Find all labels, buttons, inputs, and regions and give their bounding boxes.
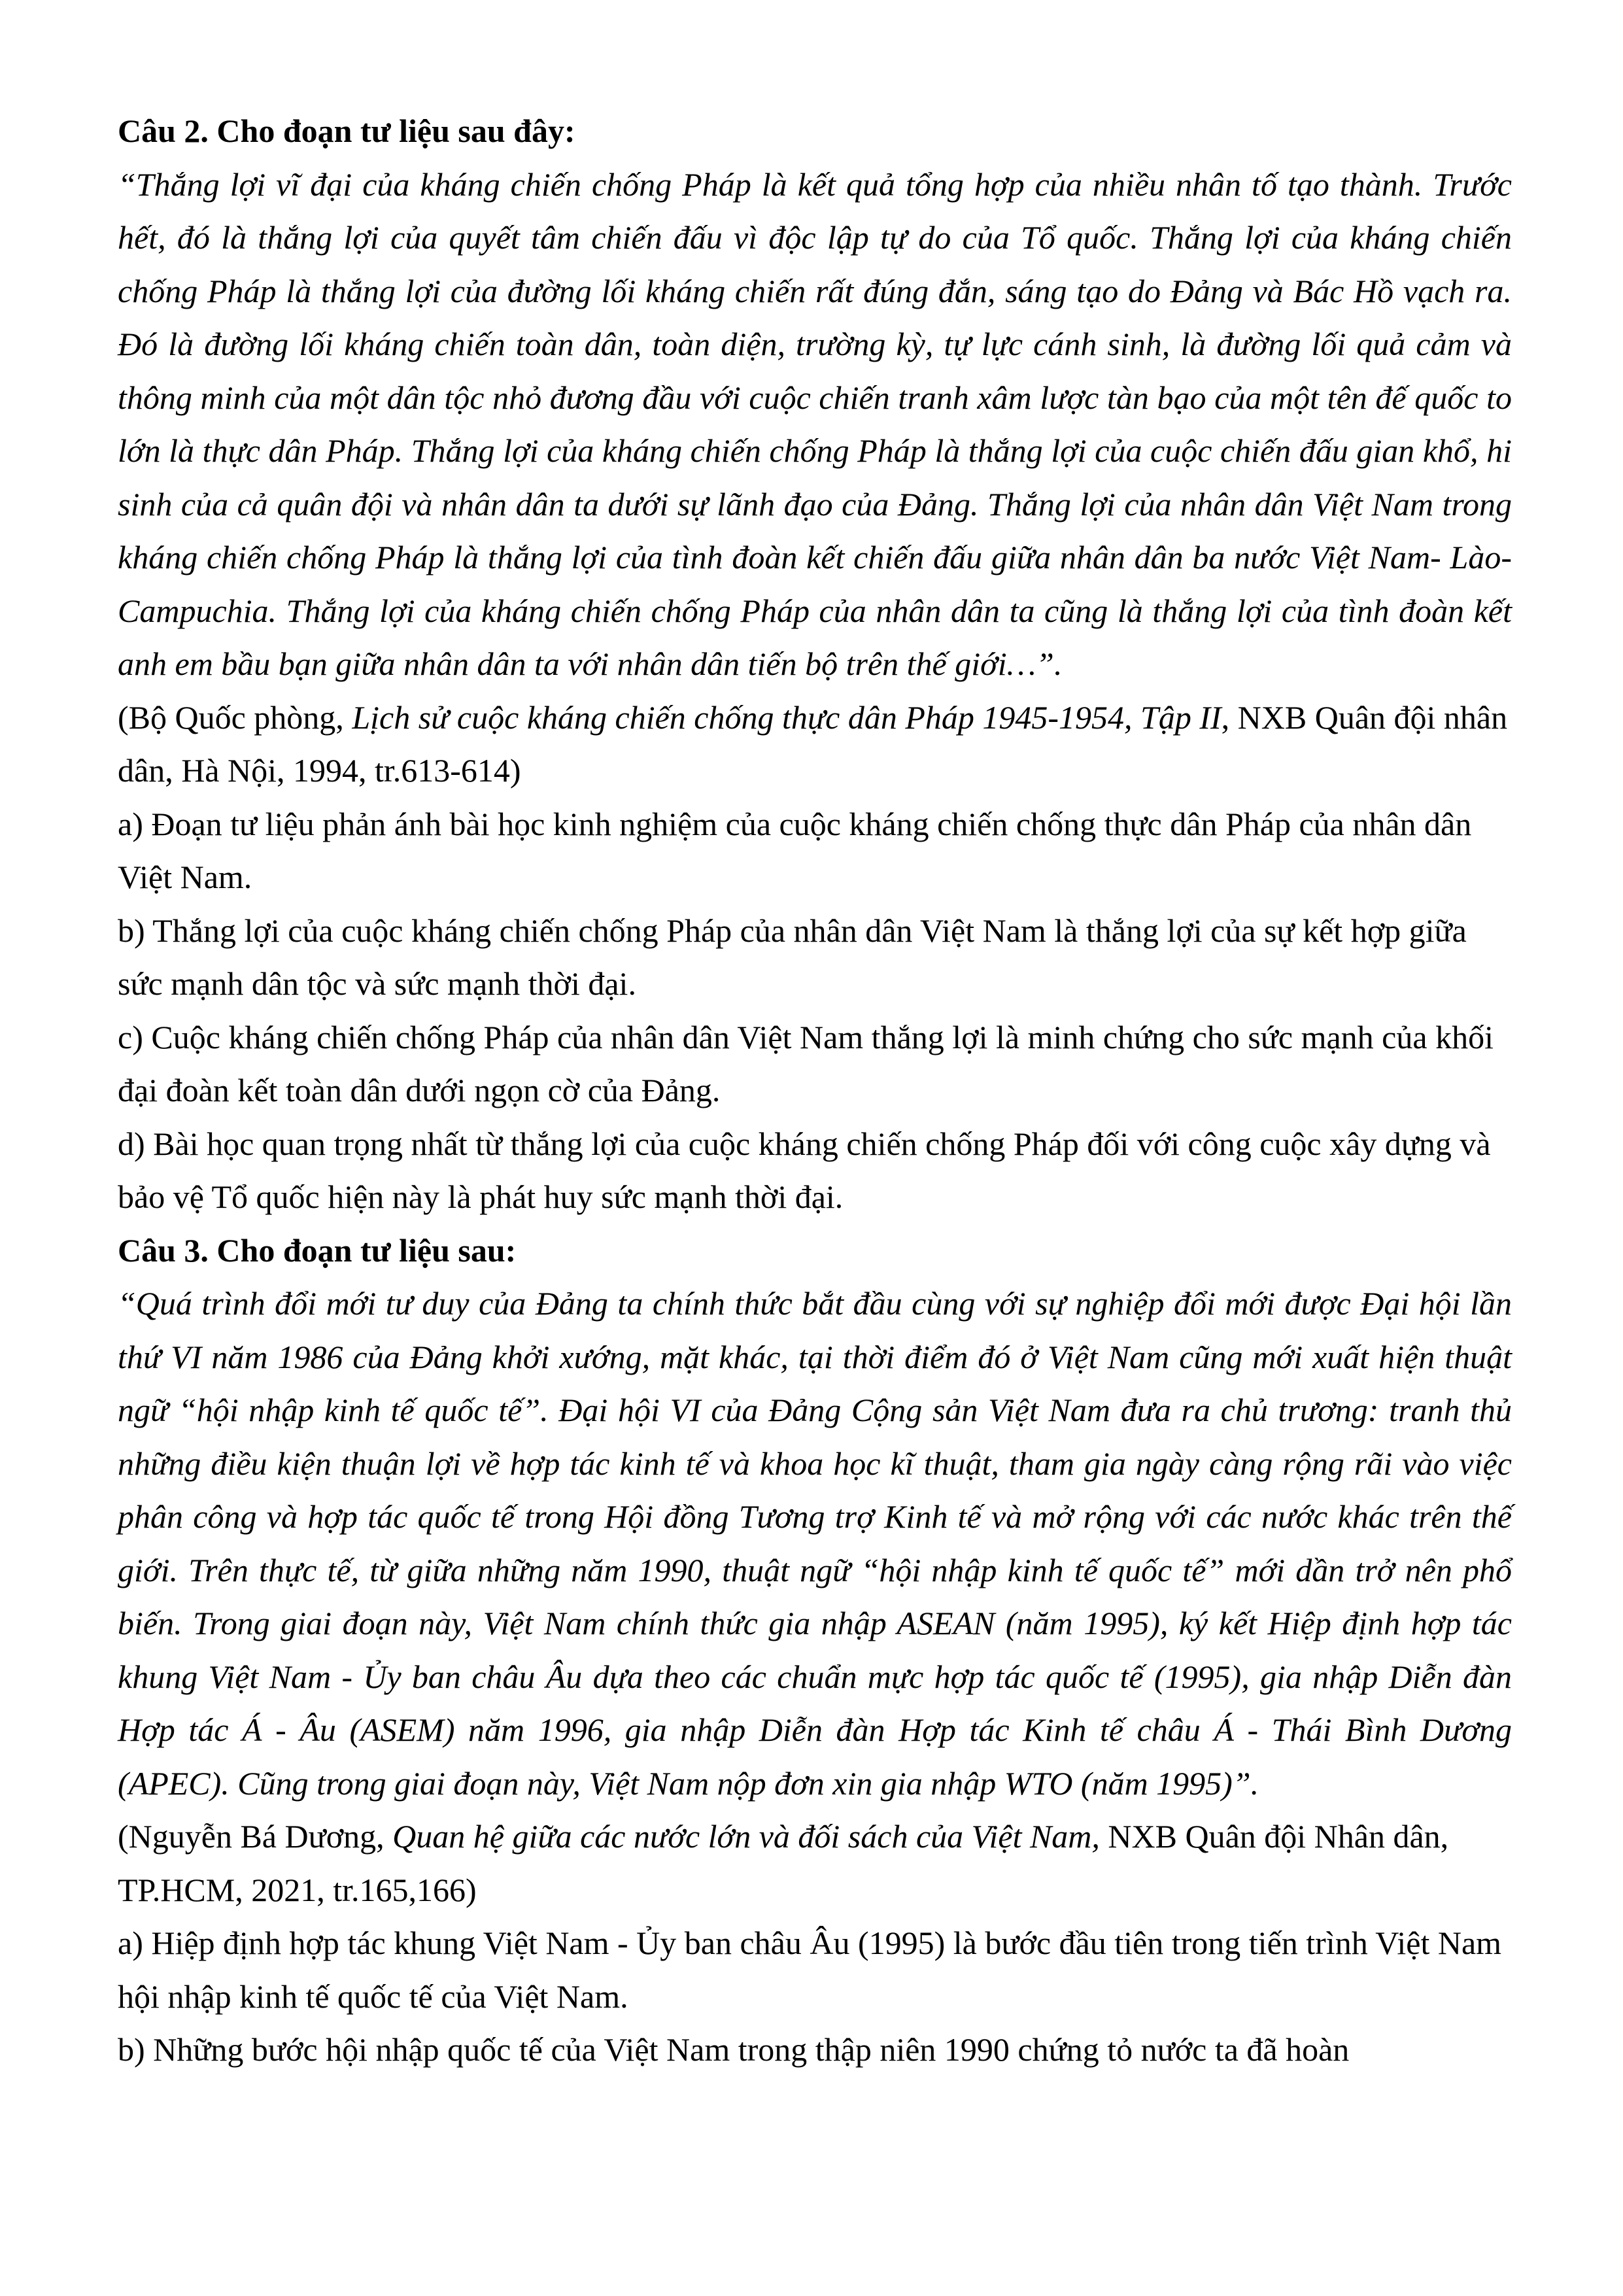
question-2: [118, 105, 1512, 1224]
question-2-citation: [118, 691, 1512, 798]
citation-author: (Bộ Quốc phòng,: [118, 698, 352, 736]
question-2-option-d: d) Bài học quan trọng nhất từ thắng lợi của cuộc kháng chiến chống Pháp đối với công cuộc xây dựng và bảo vệ Tổ quốc hiện này là phát huy sức mạnh thời đại.: [118, 1125, 1491, 1215]
question-3-option-a: a) Hiệp định hợp tác khung Việt Nam - Ủy ban châu Âu (1995) là bước đầu tiên trong tiến trình Việt Nam hội nhập kinh tế quốc tế của Việt Nam.: [118, 1925, 1502, 2015]
question-3-quote: “Quá trình đổi mới tư duy của Đảng ta chính thức bắt đầu cùng với sự nghiệp đổi mới được Đại hội lần thứ VI năm 1986 của Đảng khởi xướng, mặt khác, tại thời điểm đó ở Việt Nam cũng mới xuất hiện thuật ngữ “hội nhập kinh tế quốc tế”. Đại hội VI của Đảng Cộng sản Việt Nam đưa ra chủ trương: tranh thủ những điều kiện thuận lợi về hợp tác kinh tế và khoa học kĩ thuật, tham gia ngày càng rộng rãi vào việc phân công và hợp tác quốc tế trong Hội đồng Tương trợ Kinh tế và mở rộng với các nước khác trên thế giới. Trên thực tế, từ giữa những năm 1990, thuật ngữ “hội nhập kinh tế quốc tế” mới dần trở nên phổ biến. Trong giai đoạn này, Việt Nam chính thức gia nhập ASEAN (năm 1995), ký kết Hiệp định hợp tác khung Việt Nam - Ủy ban châu Âu dựa theo các chuẩn mực hợp tác quốc tế (1995), gia nhập Diễn đàn Hợp tác Á - Âu (ASEM) năm 1996, gia nhập Diễn đàn Hợp tác Kinh tế châu Á - Thái Bình Dương (APEC). Cũng trong giai đoạn này, Việt Nam nộp đơn xin gia nhập WTO (năm 1995)”.: [118, 1285, 1512, 1802]
question-2-option-a: a) Đoạn tư liệu phản ánh bài học kinh nghiệm của cuộc kháng chiến chống thực dân Pháp của nhân dân Việt Nam.: [118, 805, 1472, 895]
citation-title: Quan hệ giữa các nước lớn và đối sách của Việt Nam,: [392, 1818, 1100, 1855]
citation-publisher: , NXB Quân đội nhân dân, Hà Nội, 1994, tr.613-614): [118, 698, 1508, 789]
question-2-option-b: b) Thắng lợi của cuộc kháng chiến chống Pháp của nhân dân Việt Nam là thắng lợi của sự kết hợp giữa sức mạnh dân tộc và sức mạnh thời đại.: [118, 912, 1467, 1002]
question-2-heading: Câu 2. Cho đoạn tư liệu sau đây:: [118, 112, 575, 149]
question-3: [118, 1224, 1512, 2077]
document-page: [118, 105, 1512, 2077]
question-3-option-b: b) Những bước hội nhập quốc tế của Việt Nam trong thập niên 1990 chứng tỏ nước ta đã hoàn: [118, 2031, 1350, 2068]
question-2-option-c: c) Cuộc kháng chiến chống Pháp của nhân dân Việt Nam thắng lợi là minh chứng cho sức mạnh của khối đại đoàn kết toàn dân dưới ngọn cờ của Đảng.: [118, 1018, 1494, 1108]
citation-author: (Nguyễn Bá Dương,: [118, 1818, 393, 1855]
question-2-quote: “Thắng lợi vĩ đại của kháng chiến chống Pháp là kết quả tổng hợp của nhiều nhân tố tạo thành. Trước hết, đó là thắng lợi của quyết tâm chiến đấu vì độc lập tự do của Tổ quốc. Thắng lợi của kháng chiến chống Pháp là thắng lợi của đường lối kháng chiến rất đúng đắn, sáng tạo do Đảng và Bác Hồ vạch ra. Đó là đường lối kháng chiến toàn dân, toàn diện, trường kỳ, tự lực cánh sinh, là đường lối quả cảm và thông minh của một dân tộc nhỏ đương đầu với cuộc chiến tranh xâm lược tàn bạo của một tên đế quốc to lớn là thực dân Pháp. Thắng lợi của kháng chiến chống Pháp là thắng lợi của cuộc chiến đấu gian khổ, hi sinh của cả quân đội và nhân dân ta dưới sự lãnh đạo của Đảng. Thắng lợi của nhân dân Việt Nam trong kháng chiến chống Pháp là thắng lợi của tình đoàn kết chiến đấu giữa nhân dân ba nước Việt Nam- Lào-Campuchia. Thắng lợi của kháng chiến chống Pháp của nhân dân ta cũng là thắng lợi của tình đoàn kết anh em bầu bạn giữa nhân dân ta với nhân dân tiến bộ trên thế giới…”.: [118, 165, 1512, 682]
question-3-heading: Câu 3. Cho đoạn tư liệu sau:: [118, 1231, 517, 1269]
question-3-citation: [118, 1810, 1512, 1917]
citation-publisher: NXB Quân đội Nhân dân, TP.HCM, 2021, tr.165,166): [118, 1818, 1449, 1908]
citation-title: Lịch sử cuộc kháng chiến chống thực dân Pháp 1945-1954, Tập II: [352, 698, 1222, 736]
